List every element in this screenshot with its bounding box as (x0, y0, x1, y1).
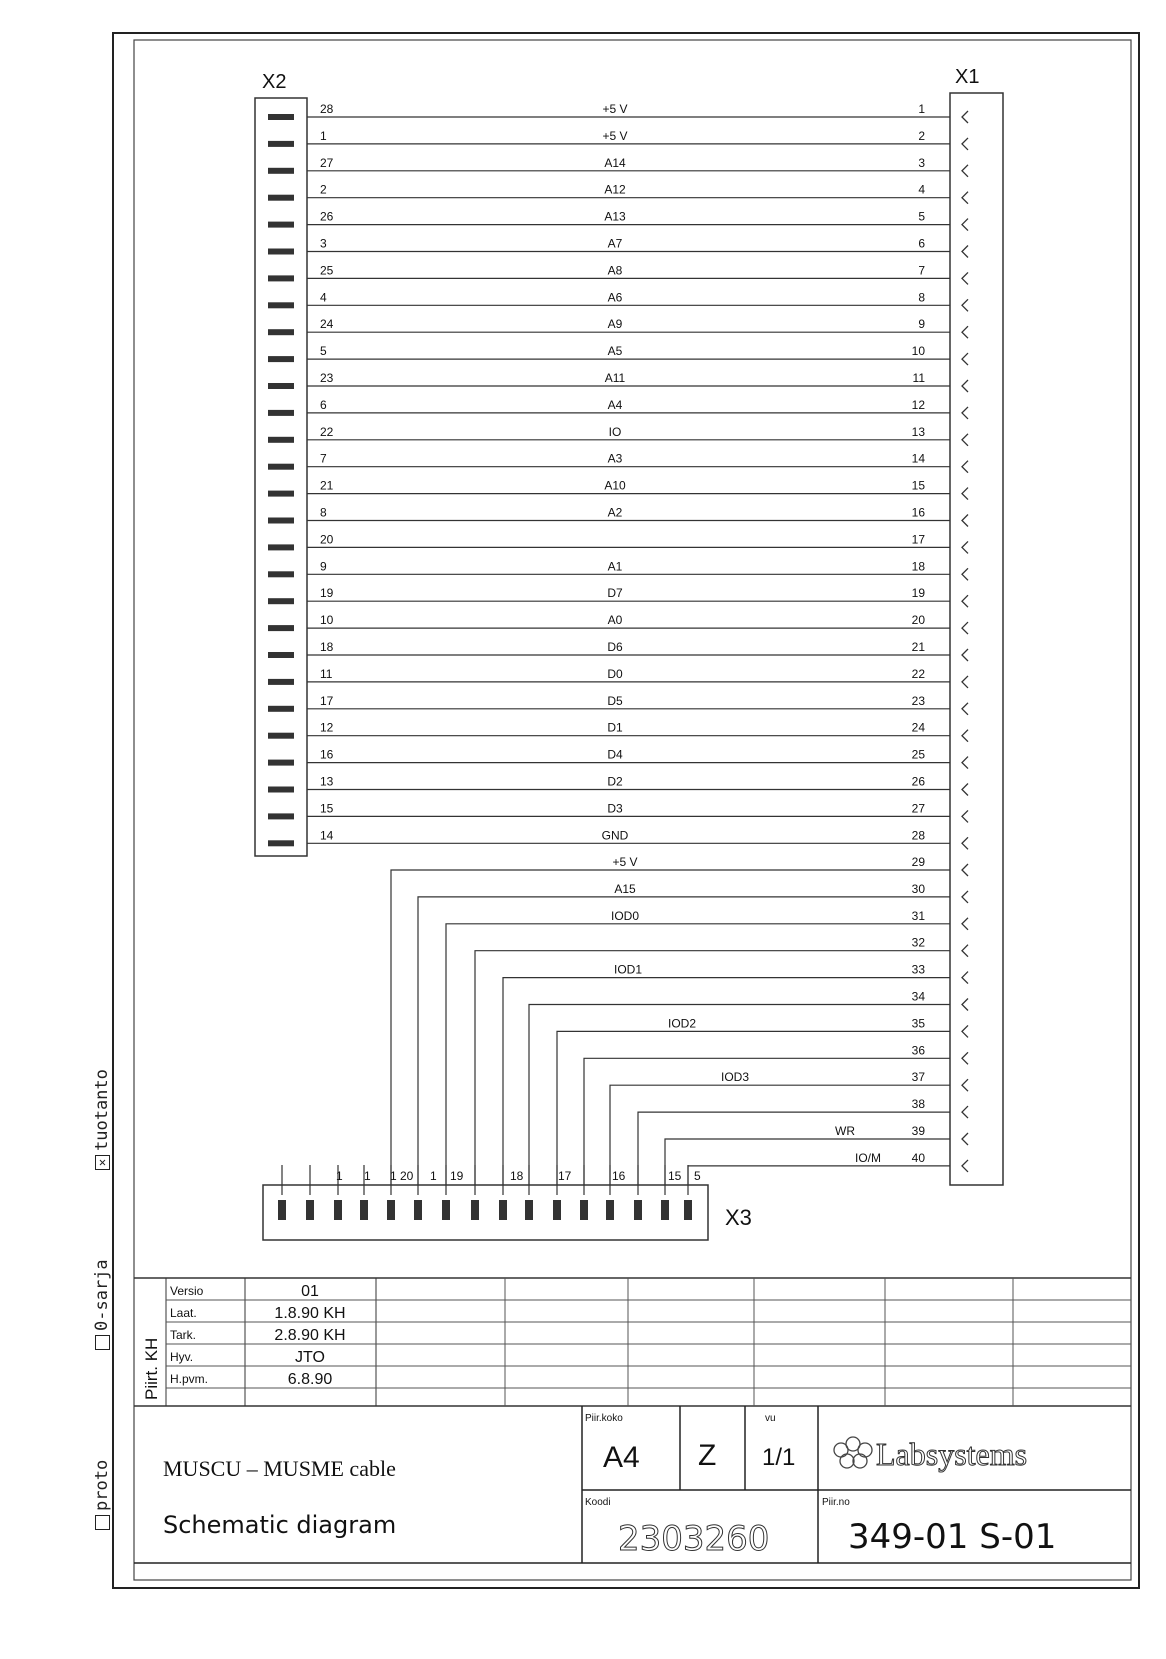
checkbox-0-sarja-label: 0-sarja (92, 1259, 112, 1331)
x3-pin (442, 1200, 450, 1220)
x2-pin (268, 275, 294, 281)
x2-pin-number: 14 (320, 828, 334, 843)
x3-pin (414, 1200, 422, 1220)
x2-pin (268, 733, 294, 739)
x1-pin-number: 22 (911, 666, 925, 681)
x1-pin (962, 515, 968, 527)
x1-pin-number: 21 (911, 640, 925, 654)
checkbox-proto-label: proto (92, 1459, 112, 1511)
x1-pin (962, 568, 968, 580)
x3-pin-number: 1 (336, 1169, 343, 1183)
x2-pin-number: 9 (320, 559, 327, 574)
x1-pin-number: 14 (911, 451, 925, 466)
revision-label: Tark. (170, 1328, 197, 1342)
x1-pin-number: 17 (911, 532, 925, 547)
x1-pin (962, 1133, 968, 1145)
revision-value: 1.8.90 KH (274, 1305, 346, 1322)
logo-icon (834, 1437, 872, 1468)
x2-pin-number: 25 (320, 263, 334, 278)
x3-pin-number: 1 (364, 1169, 371, 1183)
x1-pin (962, 810, 968, 822)
x3-pin-number: 19 (450, 1169, 464, 1183)
x2-pin-number: 16 (320, 747, 334, 762)
company-logo (834, 1436, 1027, 1472)
checkbox-proto[interactable] (92, 1460, 112, 1530)
x1-pin (962, 1052, 968, 1064)
x1-pin-number: 23 (911, 693, 925, 708)
x2-pin-number: 3 (320, 236, 327, 251)
z-value: Z (698, 1439, 717, 1472)
checkbox-0-sarja[interactable] (92, 1259, 112, 1350)
x1-pin (962, 864, 968, 876)
x2-pin (268, 491, 294, 497)
x2-pin-number: 12 (320, 720, 334, 735)
x2-pin (268, 813, 294, 819)
x3-pin (334, 1200, 342, 1220)
x2-pin (268, 464, 294, 470)
x2-pin (268, 141, 294, 147)
signal-name: A8 (607, 263, 623, 278)
x1-pin-number: 37 (911, 1070, 925, 1085)
x1-pin-number: 10 (911, 344, 925, 359)
size-caption: Piir.koko (585, 1413, 623, 1424)
signal-name: A5 (607, 344, 623, 359)
signal-name: IO (608, 424, 622, 439)
x1-pin-number: 15 (911, 478, 925, 493)
x2-pin-number: 27 (320, 155, 334, 170)
x1-pin (962, 757, 968, 769)
x1-pin-number: 16 (911, 505, 925, 520)
x2-pin-number: 10 (320, 613, 334, 628)
x2-pin-number: 17 (320, 693, 334, 708)
x2-pin (268, 168, 294, 174)
signal-name: D7 (607, 586, 623, 601)
x3-signal-wire (418, 897, 950, 1185)
x1-pin-number: 2 (918, 128, 925, 143)
x3-signal-name: IOD2 (667, 1016, 697, 1031)
x1-pin-number: 13 (911, 424, 925, 439)
x2-pin (268, 840, 294, 846)
x3-wire-group (278, 855, 968, 1220)
x1-pin (962, 299, 968, 311)
x2-pin-number: 4 (320, 290, 327, 305)
x1-pin-number: 3 (918, 155, 925, 170)
x2-pin (268, 249, 294, 255)
x3-signal-wire (688, 1166, 950, 1185)
x1-label: X1 (955, 66, 980, 88)
x3-signal-name: IOD0 (610, 908, 640, 923)
checkbox-proto-box[interactable] (95, 1515, 110, 1530)
revision-value: JTO (295, 1349, 325, 1366)
x2-pin-number: 23 (320, 371, 334, 385)
x3-signal-name: A15 (614, 881, 636, 896)
signal-name: A7 (607, 236, 623, 251)
x3-label: X3 (725, 1205, 752, 1230)
x2-pin (268, 356, 294, 362)
signal-name: D1 (607, 720, 623, 735)
x2-pin (268, 598, 294, 604)
x2-pin (268, 787, 294, 793)
x1-pin (962, 488, 968, 500)
code-value: 2303260 (618, 1519, 770, 1559)
x1-pin-number: 39 (911, 1124, 925, 1138)
signal-name: D2 (607, 774, 623, 789)
x2-pin (268, 652, 294, 658)
x3-signal-wire (610, 1085, 950, 1185)
x1-pin-number: 7 (918, 263, 925, 278)
x2-pin-number: 6 (320, 397, 327, 412)
checkbox-tuotanto-box[interactable]: ✕ (95, 1155, 110, 1170)
x3-pin (684, 1200, 692, 1220)
x3-pin-number: 1 (430, 1169, 437, 1183)
x2-pin (268, 706, 294, 712)
signal-name: A1 (607, 559, 623, 574)
x3-signal-wire (557, 1031, 950, 1185)
revision-value: 2.8.90 KH (274, 1327, 346, 1344)
drawing-title: MUSCU – MUSME cable (163, 1456, 396, 1481)
x3-pin-number: 5 (694, 1169, 701, 1183)
x3-pin (606, 1200, 614, 1220)
x2-pin (268, 114, 294, 120)
x3-pin (360, 1200, 368, 1220)
x2-pin-number: 18 (320, 640, 334, 654)
x1-pin (962, 111, 968, 123)
x1-pin (962, 972, 968, 984)
x1-pin-number: 25 (911, 747, 925, 762)
x1-pin-number: 31 (911, 908, 925, 923)
x1-pin-number: 26 (911, 774, 925, 789)
x1-pin (962, 326, 968, 338)
x2-pin-number: 11 (320, 666, 333, 681)
signal-name: A9 (607, 317, 623, 332)
x2-pin (268, 571, 294, 577)
sheet-caption: vu (765, 1413, 776, 1424)
signal-name: A11 (604, 371, 626, 385)
signal-name: D0 (607, 666, 623, 681)
signal-name: A13 (604, 209, 626, 224)
x1-pin (962, 730, 968, 742)
x1-pin-number: 28 (911, 828, 925, 843)
drawn-by-vertical: Piirt. KH (142, 1337, 161, 1400)
x1-pin-number: 6 (918, 236, 925, 251)
revision-rows (170, 1283, 346, 1388)
x1-pin (962, 918, 968, 930)
x3-pin (580, 1200, 588, 1220)
x2-pin (268, 544, 294, 550)
x3-pin-number: 18 (510, 1169, 524, 1183)
x2-pin (268, 222, 294, 228)
x2-pin-number: 26 (320, 209, 334, 224)
signal-name: A12 (604, 182, 626, 197)
signal-name: D6 (607, 640, 623, 654)
signal-name: D5 (607, 693, 623, 708)
x2-pin (268, 329, 294, 335)
x1-pin-number: 34 (911, 989, 925, 1004)
x1-pin-number: 33 (911, 962, 925, 977)
x1-pin-number: 35 (911, 1016, 925, 1031)
x1-pin (962, 784, 968, 796)
x1-pin (962, 461, 968, 473)
x1-pin (962, 891, 968, 903)
x1-pin-number: 18 (911, 559, 925, 574)
x2-pin-number: 1 (320, 128, 327, 143)
x3-pin (525, 1200, 533, 1220)
x1-pin-number: 1 (918, 102, 925, 116)
company-name: Labsystems (876, 1436, 1028, 1472)
signal-name: A0 (607, 613, 623, 628)
revision-label: H.pvm. (170, 1372, 209, 1386)
x3-signal-name: IOD1 (613, 962, 643, 977)
x1-pin-number: 30 (911, 881, 925, 896)
x1-pin (962, 192, 968, 204)
x2-pin-number: 7 (320, 451, 327, 466)
x3-pin (661, 1200, 669, 1220)
status-checkboxes (80, 1040, 120, 1540)
x1-pin-number: 12 (911, 397, 925, 412)
outer-frame (113, 33, 1139, 1588)
x2-pin (268, 195, 294, 201)
x3-pin-number: 17 (558, 1169, 572, 1183)
x1-pin (962, 837, 968, 849)
x1-pin (962, 380, 968, 392)
x3-pin-number: 20 (400, 1169, 414, 1183)
x1-pin-number: 24 (911, 720, 925, 735)
x1-pin-number: 38 (911, 1097, 925, 1112)
x3-pin (278, 1200, 286, 1220)
x1-pin-number: 4 (918, 182, 925, 197)
signal-name: +5 V (602, 128, 628, 143)
x1-pin-number: 5 (918, 209, 925, 224)
x3-pin (471, 1200, 479, 1220)
x2-pin-number: 2 (320, 182, 327, 197)
signal-name: A3 (607, 451, 623, 466)
x1-pin (962, 703, 968, 715)
x2-pin-number: 8 (320, 505, 327, 520)
x1-pin (962, 595, 968, 607)
x1-pin-number: 8 (918, 290, 925, 305)
x2-pin-number: 21 (320, 478, 334, 493)
x3-pin (387, 1200, 395, 1220)
x3-pin-number: 1 (390, 1169, 397, 1183)
x1-pin (962, 407, 968, 419)
x3-signal-wire (665, 1139, 950, 1185)
x1-pin (962, 165, 968, 177)
signal-name: A14 (604, 155, 626, 170)
x1-pin (962, 1079, 968, 1091)
x2-pin-number: 22 (320, 424, 334, 439)
x1-pin-number: 20 (911, 613, 925, 628)
wire-group (268, 102, 968, 849)
x3-signal-name: +5 V (612, 855, 638, 869)
x1-pin-number: 11 (912, 371, 925, 385)
inner-frame (134, 40, 1131, 1580)
x1-pin (962, 272, 968, 284)
x3-pin-number: 16 (612, 1169, 626, 1183)
x3-pin (499, 1200, 507, 1220)
x2-pin-number: 15 (320, 801, 334, 816)
x3-signal-name: IOD3 (720, 1070, 750, 1085)
x2-pin-number: 20 (320, 532, 334, 547)
x1-pin (962, 246, 968, 258)
x1-pin-number: 40 (911, 1150, 925, 1165)
x3-pin (306, 1200, 314, 1220)
signal-name: A4 (607, 397, 623, 412)
checkbox-tuotanto-label: tuotanto (92, 1069, 112, 1151)
x1-pin (962, 945, 968, 957)
x1-pin (962, 138, 968, 150)
drawing-subtitle: Schematic diagram (163, 1511, 397, 1539)
x1-pin (962, 219, 968, 231)
checkbox-tuotanto[interactable] (92, 1069, 112, 1170)
size-value: A4 (603, 1441, 640, 1474)
x3-signal-name: WR (835, 1124, 855, 1138)
x1-pin (962, 1160, 968, 1172)
revision-label: Laat. (170, 1306, 197, 1320)
signal-name: A2 (607, 505, 623, 520)
x2-pin (268, 679, 294, 685)
x1-pin-number: 32 (911, 935, 925, 950)
x3-signal-wire (638, 1112, 950, 1185)
x3-pin-number: 15 (668, 1169, 682, 1183)
x2-label: X2 (262, 71, 287, 93)
x3-signal-name: IO/M (855, 1150, 881, 1165)
x1-pin (962, 541, 968, 553)
signal-name: GND (601, 828, 629, 843)
x2-connector (255, 98, 307, 856)
x1-pin-number: 19 (911, 586, 925, 601)
x2-pin-number: 24 (320, 317, 334, 332)
drawing-no-caption: Piir.no (822, 1497, 850, 1508)
revision-label: Versio (170, 1284, 204, 1298)
x1-pin (962, 1106, 968, 1118)
code-caption: Koodi (585, 1497, 611, 1508)
x2-pin (268, 302, 294, 308)
x2-pin (268, 760, 294, 766)
x2-pin (268, 383, 294, 389)
x2-pin-number: 28 (320, 102, 334, 116)
x1-pin-number: 9 (918, 317, 925, 332)
x2-pin (268, 410, 294, 416)
checkbox-0-sarja-box[interactable] (95, 1335, 110, 1350)
signal-name: +5 V (602, 102, 628, 116)
revision-label: Hyv. (170, 1350, 194, 1364)
x2-pin-number: 5 (320, 344, 327, 359)
x2-pin (268, 437, 294, 443)
x1-pin (962, 676, 968, 688)
x1-pin (962, 1025, 968, 1037)
x3-pin (634, 1200, 642, 1220)
sheet-value: 1/1 (762, 1444, 796, 1471)
x2-pin-number: 13 (320, 774, 334, 789)
x1-pin-number: 36 (911, 1043, 925, 1058)
signal-name: A6 (607, 290, 623, 305)
x1-pin (962, 353, 968, 365)
signal-name: D4 (607, 747, 623, 762)
x2-pin (268, 518, 294, 524)
x3-signal-wire (446, 924, 950, 1185)
revision-value: 6.8.90 (287, 1371, 333, 1388)
x1-connector (950, 93, 1003, 1185)
x1-pin (962, 999, 968, 1011)
x2-pin (268, 625, 294, 631)
x1-pin-number: 27 (911, 801, 925, 816)
x1-pin-number: 29 (911, 855, 925, 869)
x2-pin-number: 19 (320, 586, 334, 601)
revision-value: 01 (301, 1283, 319, 1300)
x1-pin (962, 434, 968, 446)
x3-signal-wire (475, 951, 950, 1185)
signal-name: A10 (604, 478, 626, 493)
x3-pin (553, 1200, 561, 1220)
x1-pin (962, 649, 968, 661)
signal-name: D3 (607, 801, 623, 816)
x1-pin (962, 622, 968, 634)
drawing-no-value: 349-01 S-01 (848, 1517, 1057, 1557)
